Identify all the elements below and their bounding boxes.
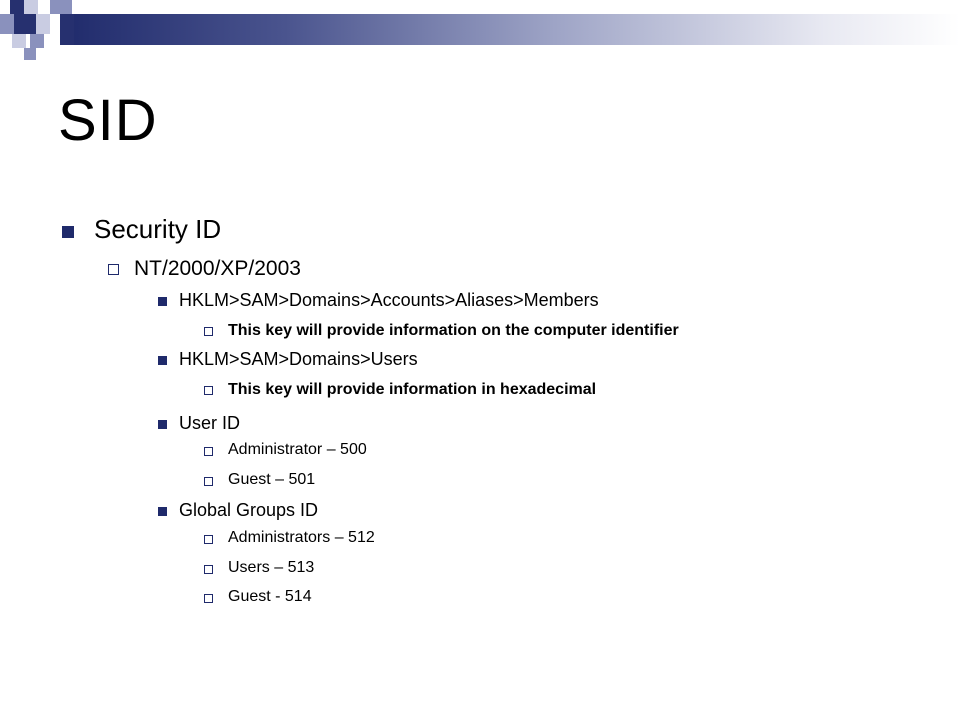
decor-square: [14, 14, 36, 34]
bullet-level3: User ID: [179, 413, 241, 433]
decor-square: [24, 48, 36, 60]
decor-square: [30, 34, 44, 48]
hollow-square-bullet-icon: [204, 327, 213, 336]
bullet-level4: Guest – 501: [228, 471, 316, 488]
decor-square: [50, 0, 72, 14]
square-bullet-icon: [158, 297, 167, 306]
slide-title: SID: [58, 88, 158, 153]
hollow-square-bullet-icon: [204, 535, 213, 544]
hollow-square-bullet-icon: [204, 594, 213, 603]
square-bullet-icon: [62, 226, 74, 238]
hollow-square-bullet-icon: [204, 386, 213, 395]
decor-square: [10, 0, 24, 14]
bullet-level4: Guest - 514: [228, 588, 312, 605]
bullet-level3: HKLM>SAM>Domains>Accounts>Aliases>Members: [179, 290, 599, 310]
hollow-square-bullet-icon: [204, 477, 213, 486]
header-gradient-band: [60, 14, 960, 45]
square-bullet-icon: [158, 420, 167, 429]
hollow-square-bullet-icon: [204, 447, 213, 456]
decor-square: [0, 14, 14, 34]
square-bullet-icon: [158, 356, 167, 365]
bullet-level4: This key will provide information on the computer identifier: [228, 322, 679, 339]
bullet-level4: This key will provide information in hexadecimal: [228, 381, 597, 398]
bullet-level2: NT/2000/XP/2003: [134, 257, 301, 280]
bullet-level3: Global Groups ID: [179, 500, 319, 520]
square-bullet-icon: [158, 507, 167, 516]
decor-square: [36, 14, 50, 34]
bullet-level4: Administrators – 512: [228, 529, 375, 546]
bullet-level3: HKLM>SAM>Domains>Users: [179, 349, 418, 369]
decor-square: [60, 14, 74, 45]
decor-square: [12, 34, 26, 48]
decor-square: [24, 0, 38, 14]
bullet-level4: Administrator – 500: [228, 441, 367, 458]
bullet-level4: Users – 513: [228, 559, 315, 576]
hollow-square-bullet-icon: [108, 264, 119, 275]
bullet-level1: Security ID: [94, 214, 222, 244]
hollow-square-bullet-icon: [204, 565, 213, 574]
